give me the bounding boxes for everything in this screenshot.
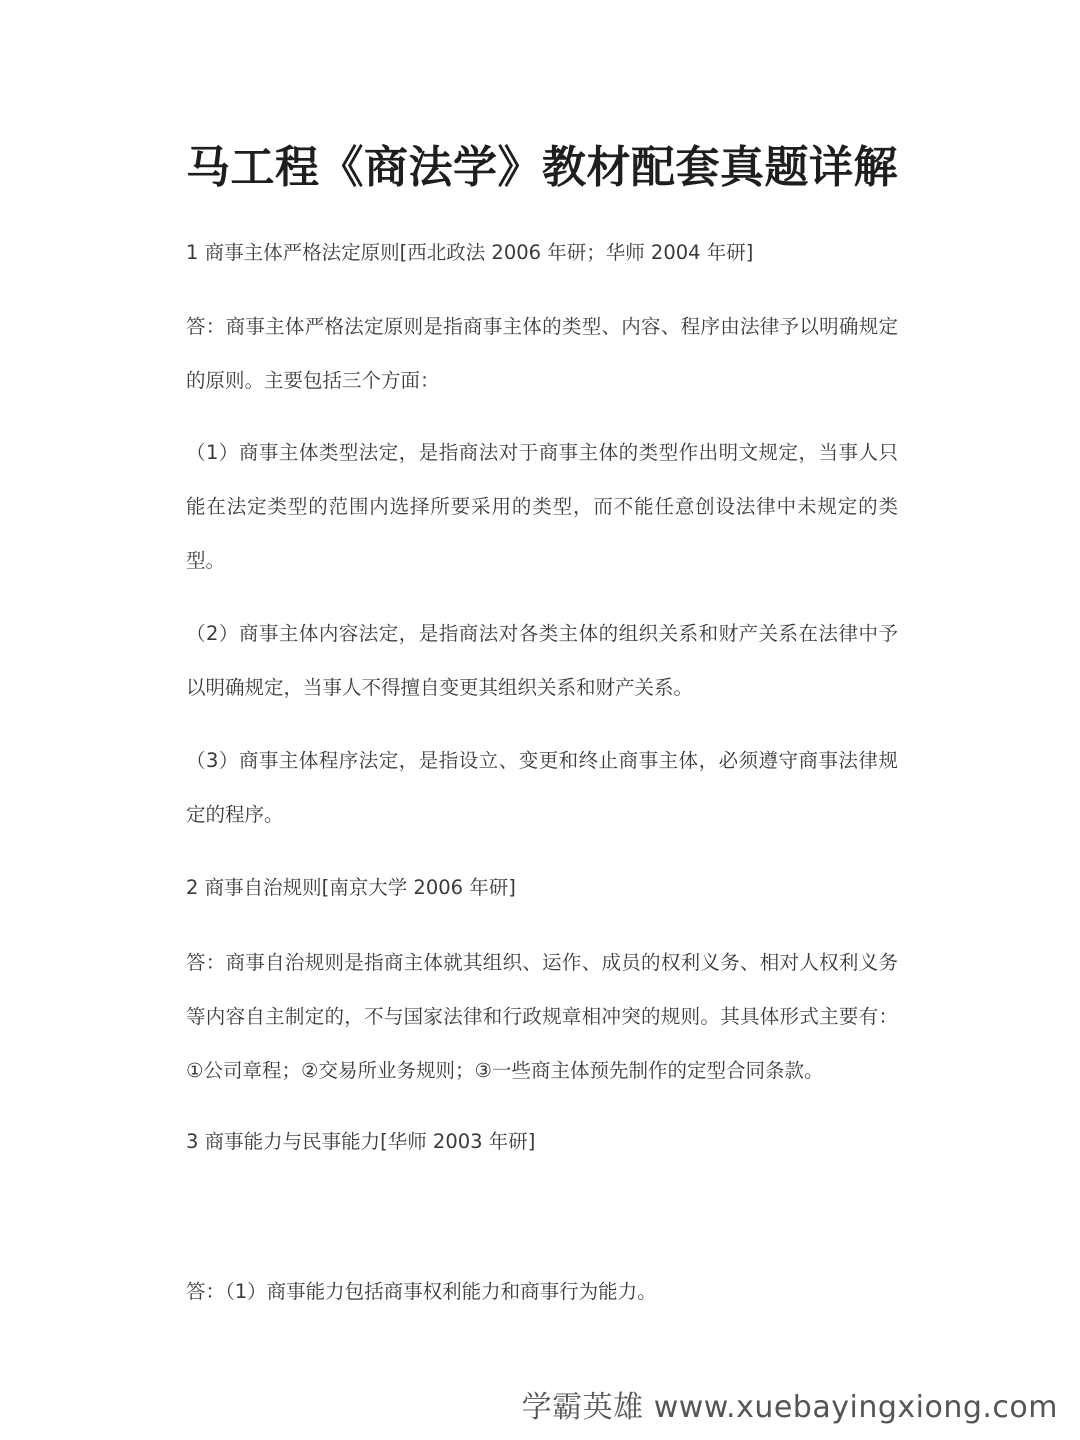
document-title: 马工程《商法学》教材配套真题详解: [186, 142, 898, 193]
question-1-heading: 1 商事主体严格法定原则[西北政法 2006 年研；华师 2004 年研]: [186, 241, 754, 264]
answer-3-point-1: 答：（1）商事能力包括商事权利能力和商事行为能力。: [186, 1280, 657, 1303]
question-3-heading: 3 商事能力与民事能力[华师 2003 年研]: [186, 1130, 536, 1153]
question-2-heading: 2 商事自治规则[南京大学 2006 年研]: [186, 876, 516, 899]
answer-1-point-3: （3）商事主体程序法定，是指设立、变更和终止商事主体，必须遵守商事法律规定的程序。: [186, 749, 898, 826]
answer-1-point-1: （1）商事主体类型法定，是指商法对于商事主体的类型作出明文规定，当事人只能在法定类型的范围内选择所要采用的类型，而不能任意创设法律中未规定的类型。: [186, 441, 898, 572]
answer-1-intro: 答：商事主体严格法定原则是指商事主体的类型、内容、程序由法律予以明确规定的原则。主要包括三个方面：: [186, 315, 898, 392]
answer-1-point-2: （2）商事主体内容法定，是指商法对各类主体的组织关系和财产关系在法律中予以明确规定，当事人不得擅自变更其组织关系和财产关系。: [186, 622, 898, 699]
site-watermark: 学霸英雄 www.xuebayingxiong.com: [521, 1390, 1058, 1425]
answer-2: 答：商事自治规则是指商主体就其组织、运作、成员的权利义务、相对人权利义务等内容自主制定的，不与国家法律和行政规章相冲突的规则。其具体形式主要有：①公司章程；②交易所业务规则；③一些商主体预先制作的定型合同条款。: [186, 951, 898, 1082]
